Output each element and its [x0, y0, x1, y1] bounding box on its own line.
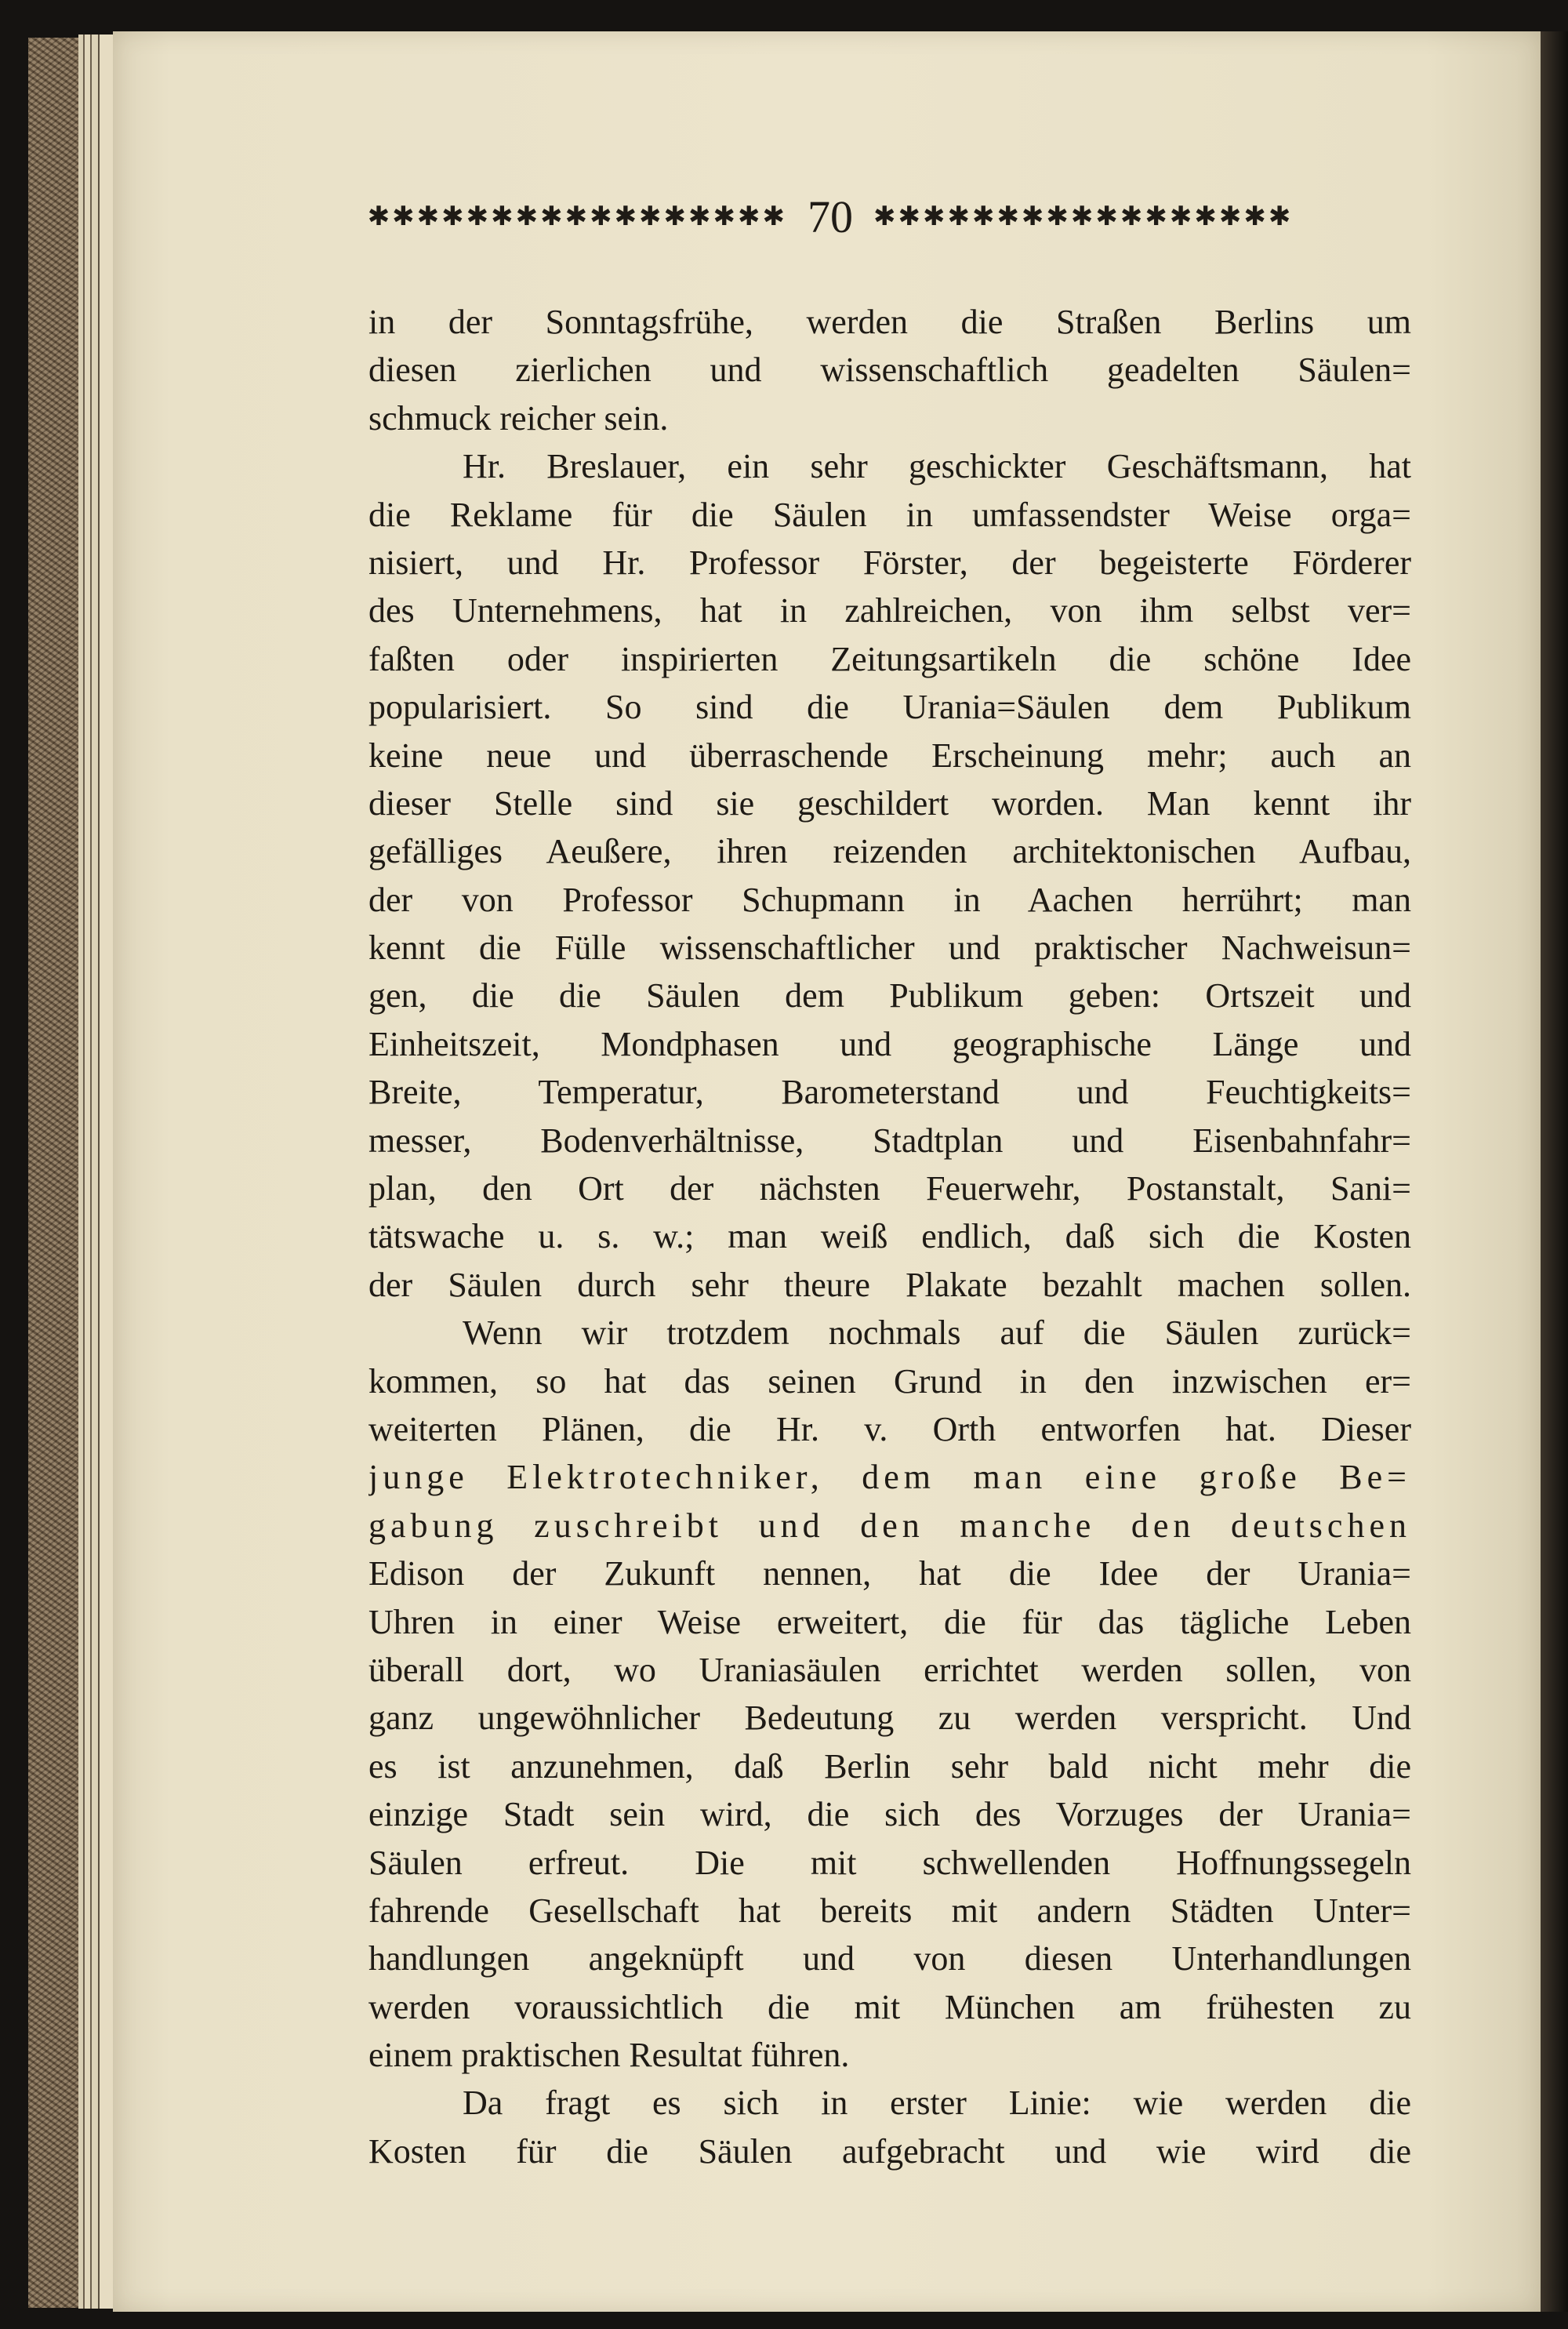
- text-line: Wenn wir trotzdem nochmals auf die Säulen zurück=: [463, 1313, 1411, 1353]
- text-line: der von Professor Schupmann in Aachen herrührt; man: [368, 880, 1411, 919]
- text-line: diesen zierlichen und wissenschaftlich geadelten Säulen=: [368, 351, 1411, 390]
- text-line: gabung zuschreibt und den manche den deutschen: [368, 1506, 1411, 1545]
- text-line: faßten oder inspirierten Zeitungsartikeln die schöne Idee: [368, 639, 1411, 678]
- page-gutter-shadow: [1541, 31, 1568, 2312]
- text-line: kennt die Fülle wissenschaftlicher und praktischer Nachweisun=: [368, 928, 1411, 968]
- text-line: in der Sonntagsfrühe, werden die Straßen Berlins um: [368, 303, 1411, 341]
- text-line: ganz ungewöhnlicher Bedeutung zu werden verspricht. Und: [368, 1699, 1411, 1738]
- text-line: die Reklame für die Säulen in umfassendster Weise orga=: [368, 495, 1411, 534]
- page-number: 70: [808, 191, 853, 242]
- text-line: werden voraussichtlich die mit München am frühesten zu: [368, 1987, 1411, 2026]
- text-line: Säulen erfreut. Die mit schwellenden Hoffnungssegeln: [368, 1843, 1411, 1882]
- book-spine-binding: [28, 38, 81, 2308]
- text-line: junge Elektrotechniker, dem man eine große Be=: [368, 1458, 1411, 1497]
- text-line: kommen, so hat das seinen Grund in den inzwischen er=: [368, 1361, 1411, 1401]
- text-line: handlungen angeknüpft und von diesen Unterhandlungen: [368, 1939, 1411, 1978]
- page-header: [255, 188, 1406, 245]
- text-line: Edison der Zukunft nennen, hat die Idee der Urania=: [368, 1554, 1411, 1593]
- text-line: überall dort, wo Uraniasäulen errichtet werden sollen, von: [368, 1650, 1411, 1689]
- text-line: es ist anzunehmen, daß Berlin sehr bald nicht mehr die: [368, 1746, 1411, 1786]
- header-ornament-left: ✱✱✱✱✱✱✱✱✱✱✱✱✱✱✱✱✱: [367, 201, 787, 232]
- text-line: Breite, Temperatur, Barometerstand und Feuchtigkeits=: [368, 1073, 1411, 1112]
- text-line: einem praktischen Resultat führen.: [368, 2036, 850, 2075]
- text-line: Einheitszeit, Mondphasen und geographische Länge und: [368, 1024, 1411, 1063]
- text-line: keine neue und überraschende Erscheinung mehr; auch an: [368, 736, 1411, 775]
- text-line: nisiert, und Hr. Professor Förster, der begeisterte Förderer: [368, 543, 1411, 582]
- text-line: Da fragt es sich in erster Linie: wie werden die: [463, 2084, 1411, 2123]
- text-line: fahrende Gesellschaft hat bereits mit andern Städten Unter=: [368, 1891, 1411, 1930]
- text-line: Uhren in einer Weise erweitert, die für das tägliche Leben: [368, 1602, 1411, 1641]
- text-line: plan, den Ort der nächsten Feuerwehr, Postanstalt, Sani=: [368, 1169, 1411, 1208]
- text-line: des Unternehmens, hat in zahlreichen, von ihm selbst ver=: [368, 591, 1411, 630]
- text-line: schmuck reicher sein.: [368, 398, 669, 438]
- text-line: tätswache u. s. w.; man weiß endlich, daß sich die Kosten: [368, 1217, 1411, 1256]
- text-line: einzige Stadt sein wird, die sich des Vorzuges der Urania=: [368, 1795, 1411, 1834]
- text-line: der Säulen durch sehr theure Plakate bezahlt machen sollen.: [368, 1265, 1411, 1304]
- text-line: weiterten Plänen, die Hr. v. Orth entworfen hat. Dieser: [368, 1409, 1411, 1448]
- header-ornament-right: ✱✱✱✱✱✱✱✱✱✱✱✱✱✱✱✱✱: [873, 201, 1294, 232]
- text-line: messer, Bodenverhältnisse, Stadtplan und Eisenbahnfahr=: [368, 1121, 1411, 1160]
- page-edges: [78, 35, 113, 2309]
- text-line: dieser Stelle sind sie geschildert worden. Man kennt ihr: [368, 783, 1411, 823]
- text-line: gen, die die Säulen dem Publikum geben: Ortszeit und: [368, 976, 1411, 1016]
- text-line: gefälliges Aeußere, ihren reizenden architektonischen Aufbau,: [368, 832, 1411, 871]
- text-line: Hr. Breslauer, ein sehr geschickter Geschäftsmann, hat: [463, 447, 1411, 486]
- text-line: popularisiert. So sind die Urania=Säulen dem Publikum: [368, 688, 1411, 727]
- body-text: [368, 298, 1411, 2175]
- text-line: Kosten für die Säulen aufgebracht und wie wird die: [368, 2131, 1411, 2171]
